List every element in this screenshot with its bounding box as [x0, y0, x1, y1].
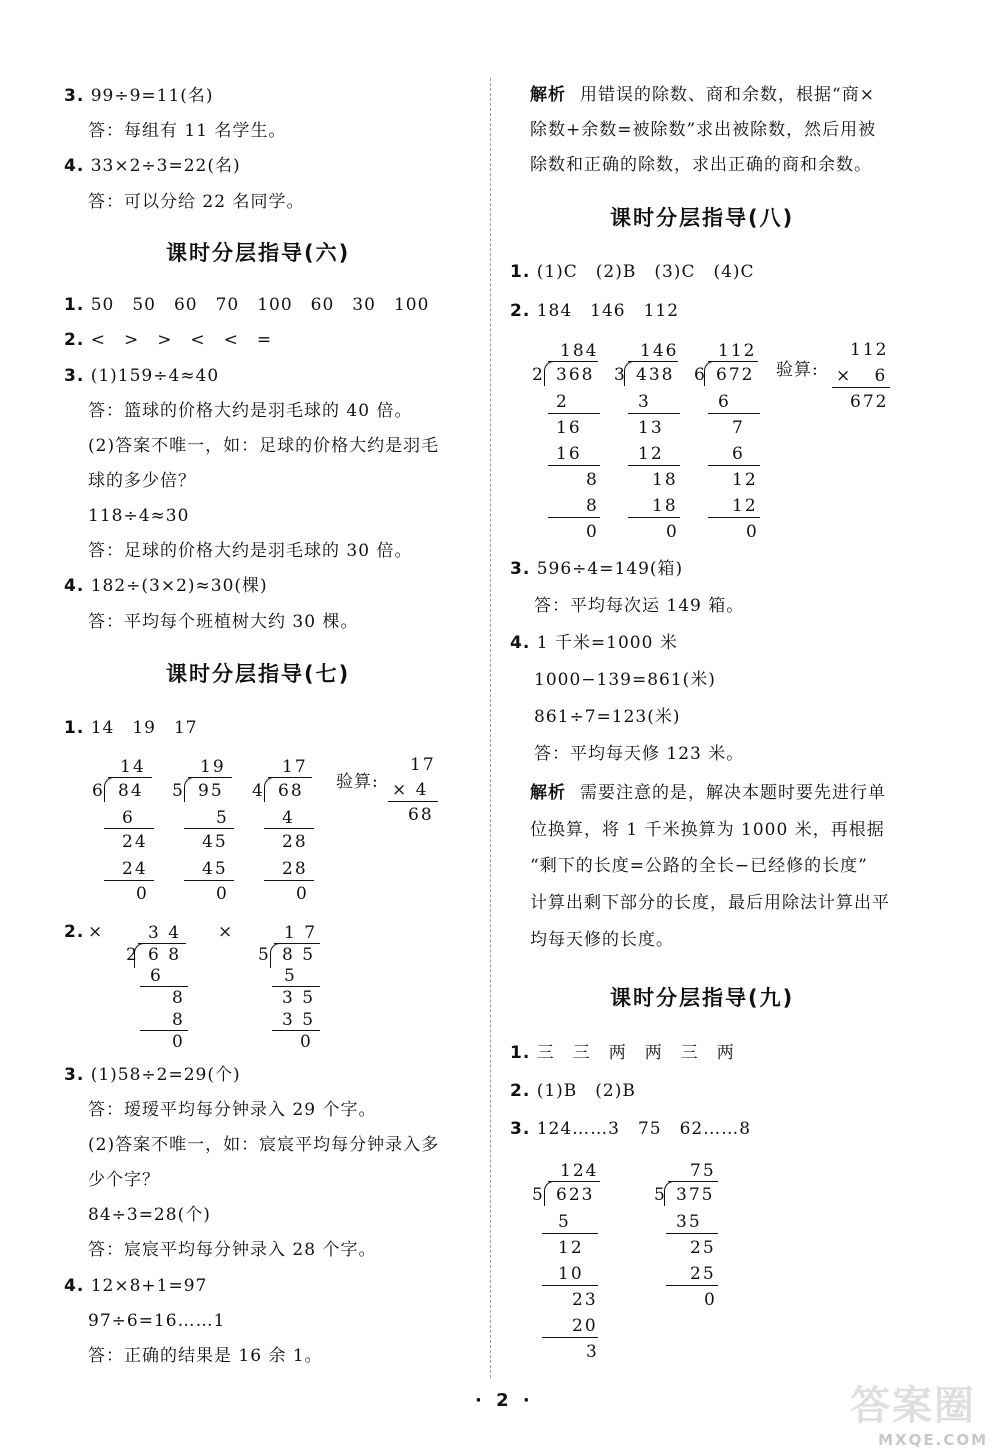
q-expr: 99÷9=11(名) — [90, 86, 214, 106]
dividend: 438 — [636, 365, 675, 385]
analysis-line: 除数和正确的除数，求出正确的商和余数。 — [530, 155, 872, 175]
q-number: 2. — [64, 330, 85, 350]
step-line — [666, 1233, 718, 1234]
quotient: 3 4 — [148, 923, 182, 943]
division-bracket — [544, 361, 555, 386]
result-line — [832, 387, 890, 388]
step: 24 — [122, 832, 148, 852]
step: 5 — [558, 1212, 571, 1232]
q-text: 14 19 17 — [90, 718, 198, 738]
answer-line: 答：正确的结果是 16 余 1。 — [88, 1346, 323, 1366]
step: 5 — [216, 808, 229, 828]
quotient: 112 — [718, 341, 757, 361]
q-text: 184 146 112 — [536, 301, 680, 321]
answer-line: 答：可以分给 22 名同学。 — [88, 192, 305, 212]
step: 18 — [652, 496, 678, 516]
q-text: 50 50 60 70 100 60 30 100 — [90, 295, 430, 315]
q-number: 3. — [510, 1119, 531, 1139]
q-text: (1)159÷4≈40 — [90, 366, 220, 386]
step: 45 — [202, 859, 228, 879]
check-label: 验算: — [776, 360, 819, 380]
remainder: 0 — [172, 1032, 185, 1052]
step: 8 — [172, 1010, 185, 1030]
q-expr: 33×2÷3=22(名) — [90, 156, 241, 176]
page-number: · 2 · — [475, 1390, 534, 1411]
step: 6 — [732, 444, 745, 464]
q-number: 4. — [64, 1276, 85, 1296]
divisor: 5 — [532, 1185, 545, 1205]
dividend: 623 — [556, 1185, 595, 1205]
left-q3 — [64, 88, 214, 105]
step: 16 — [556, 444, 582, 464]
step: 28 — [282, 859, 308, 879]
expr-line: 1000−139=861(米) — [534, 670, 716, 690]
step-line — [264, 880, 314, 881]
step: 12 — [732, 496, 758, 516]
answer-line: 答：每组有 11 名学生。 — [88, 121, 287, 141]
quotient: 14 — [120, 757, 146, 777]
quotient: 75 — [690, 1161, 716, 1181]
step: 12 — [638, 444, 664, 464]
section-title-8: 课时分层指导(八) — [610, 206, 795, 230]
analysis-line: 除数+余数=被除数”求出被除数，然后用被 — [530, 120, 877, 140]
step: 20 — [572, 1316, 598, 1336]
q-number: 3. — [64, 86, 85, 106]
step-line — [264, 828, 314, 829]
step-line — [628, 517, 680, 518]
q-number: 2. — [510, 301, 531, 321]
step-line — [272, 1030, 320, 1031]
step: 8 — [586, 470, 599, 490]
q-text: 三 三 两 两 三 两 — [536, 1043, 735, 1063]
check-label: 验算: — [336, 772, 379, 792]
step: 25 — [690, 1238, 716, 1258]
q-number: 4. — [64, 576, 85, 596]
step: 28 — [282, 832, 308, 852]
step: 16 — [556, 418, 582, 438]
divisor: 6 — [92, 781, 105, 801]
division-bracket — [104, 777, 115, 802]
section-title-7: 课时分层指导(七) — [166, 662, 351, 686]
answer-line: 答：足球的价格大约是羽毛球的 30 倍。 — [88, 541, 413, 561]
step: 7 — [732, 418, 745, 438]
dividend: 68 — [278, 781, 304, 801]
quotient: 17 — [282, 757, 308, 777]
section-title-9: 课时分层指导(九) — [610, 986, 795, 1010]
division-bar — [548, 1181, 600, 1182]
division-bracket — [270, 943, 281, 968]
step: 6 — [718, 392, 731, 412]
remainder: 0 — [216, 884, 229, 904]
s8-q1 — [510, 264, 755, 281]
q-number: 1. — [64, 295, 85, 315]
division-bracket — [264, 777, 275, 802]
quotient: 19 — [200, 757, 226, 777]
q-number: 3. — [64, 1065, 85, 1085]
product: 68 — [408, 805, 434, 825]
expr-line: 84÷3=28(个) — [88, 1205, 211, 1225]
division-bar — [548, 361, 598, 362]
s6-q3 — [64, 368, 219, 385]
s8-q3 — [510, 561, 683, 578]
dividend: 672 — [716, 365, 755, 385]
analysis-label: 解析 — [530, 783, 566, 803]
step: 35 — [676, 1212, 702, 1232]
step: 2 — [556, 392, 569, 412]
remainder: 0 — [586, 522, 599, 542]
s6-q2 — [64, 332, 272, 349]
divisor: 3 — [614, 365, 627, 385]
step: 18 — [652, 470, 678, 490]
s7-q4 — [64, 1278, 207, 1295]
step-line — [628, 413, 680, 414]
step: 12 — [558, 1238, 584, 1258]
s7-q3 — [64, 1067, 241, 1084]
dividend: 375 — [676, 1185, 715, 1205]
multiplicand: 112 — [850, 340, 889, 360]
s8-q4 — [510, 635, 678, 652]
multiplicand: 17 — [410, 755, 436, 775]
q-text: 1 千米=1000 米 — [536, 633, 678, 653]
remainder: 0 — [136, 884, 149, 904]
q-number: 1. — [510, 1043, 531, 1063]
q-text: 182÷(3×2)≈30(棵) — [90, 576, 268, 596]
remainder: 0 — [704, 1290, 717, 1310]
watermark: MXQE.COM — [878, 1431, 988, 1449]
q-text: 12×8+1=97 — [90, 1276, 208, 1296]
step: 24 — [122, 859, 148, 879]
q-number: 3. — [64, 366, 85, 386]
step-line — [140, 986, 188, 987]
section-title-6: 课时分层指导(六) — [166, 241, 351, 265]
step: 8 — [586, 496, 599, 516]
analysis-text: 需要注意的是，解决本题时要先进行单 — [580, 783, 886, 803]
step-line — [140, 1030, 188, 1031]
step: 4 — [282, 808, 295, 828]
divisor: 2 — [126, 945, 139, 965]
step-line — [628, 465, 680, 466]
step-line — [272, 986, 320, 987]
analysis-line: 位换算，将 1 千米换算为 1000 米，再根据 — [530, 820, 885, 840]
remainder: 0 — [296, 884, 309, 904]
column-divider — [490, 78, 491, 1378]
step-line — [184, 880, 234, 881]
q-text: 124……3 75 62……8 — [536, 1119, 752, 1139]
step-line — [548, 465, 600, 466]
division-bracket — [184, 777, 195, 802]
step-line — [708, 517, 760, 518]
q-text: (1)C (2)B (3)C (4)C — [536, 262, 755, 282]
wrong-mark: × — [218, 922, 234, 942]
answer-line: 答：平均每天修 123 米。 — [534, 744, 745, 764]
analysis-line: “剩下的长度=公路的全长−已经修的长度” — [530, 856, 868, 876]
q-number: 4. — [64, 156, 85, 176]
quotient: 184 — [560, 341, 599, 361]
step: 12 — [732, 470, 758, 490]
divisor: 5 — [654, 1185, 667, 1205]
quotient: 1 7 — [284, 923, 318, 943]
step: 6 — [150, 966, 163, 986]
s9-q3 — [510, 1121, 751, 1138]
step-line — [542, 1233, 598, 1234]
s7-q1 — [64, 720, 198, 737]
remainder: 0 — [746, 522, 759, 542]
division-bar — [628, 361, 678, 362]
answer-line: 答：篮球的价格大约是羽毛球的 40 倍。 — [88, 401, 413, 421]
q-text: 596÷4=149(箱) — [536, 559, 684, 579]
remainder: 0 — [666, 522, 679, 542]
analysis-line: 计算出剩下部分的长度，最后用除法计算出平 — [530, 893, 890, 913]
q-number: 1. — [64, 718, 85, 738]
step: 3 5 — [282, 1010, 316, 1030]
dividend: 368 — [556, 365, 595, 385]
analysis-1-line-1 — [530, 87, 875, 104]
remainder: 0 — [300, 1032, 313, 1052]
s9-q2 — [510, 1083, 636, 1100]
division-bar — [708, 361, 758, 362]
step-line — [548, 413, 600, 414]
q-text: (1)B (2)B — [536, 1081, 636, 1101]
step: 3 — [638, 392, 651, 412]
step: 3 5 — [282, 988, 316, 1008]
step: 10 — [558, 1264, 584, 1284]
expr-line: 97÷6=16……1 — [88, 1311, 226, 1331]
divisor: 6 — [694, 365, 707, 385]
division-bar — [138, 943, 186, 944]
s8-q2 — [510, 303, 679, 320]
step-line — [548, 517, 600, 518]
dividend: 84 — [118, 781, 144, 801]
analysis-line: 均每天修的长度。 — [530, 930, 674, 950]
answer-line: 答：宸宸平均每分钟录入 28 个字。 — [88, 1240, 377, 1260]
multiplier: × 6 — [836, 366, 888, 386]
wrong-mark: × — [88, 922, 104, 942]
step: 8 — [172, 988, 185, 1008]
text-line: 球的多少倍？ — [88, 471, 196, 491]
step-line — [104, 828, 154, 829]
text-line: (2)答案不唯一，如：宸宸平均每分钟录入多 — [88, 1135, 440, 1155]
text-line: (2)答案不唯一，如：足球的价格大约是羽毛 — [88, 436, 440, 456]
step-line — [542, 1285, 598, 1286]
dividend: 8 5 — [282, 945, 316, 965]
q-number: 4. — [510, 633, 531, 653]
q-number: 1. — [510, 262, 531, 282]
q-number: 2. — [64, 922, 85, 942]
answer-line: 答：平均每个班植树大约 30 棵。 — [88, 612, 359, 632]
quotient: 146 — [640, 341, 679, 361]
s9-q1 — [510, 1045, 735, 1062]
dividend: 95 — [198, 781, 224, 801]
answer-line: 答：瑷瑷平均每分钟录入 29 个字。 — [88, 1100, 377, 1120]
answer-line: 答：平均每次运 149 箱。 — [534, 596, 745, 616]
step: 6 — [122, 808, 135, 828]
step-line — [184, 828, 234, 829]
quotient: 124 — [560, 1161, 599, 1181]
s6-q1 — [64, 297, 429, 314]
analysis-2-line-1 — [530, 785, 886, 802]
remainder: 3 — [586, 1342, 599, 1362]
left-q4 — [64, 158, 241, 175]
s6-q4 — [64, 578, 268, 595]
step-line — [542, 1337, 598, 1338]
q-number: 3. — [510, 559, 531, 579]
step-line — [708, 413, 760, 414]
expr-line: 861÷7=123(米) — [534, 707, 681, 727]
divisor: 5 — [258, 945, 271, 965]
result-line — [388, 801, 438, 802]
step-line — [708, 465, 760, 466]
divisor: 4 — [252, 781, 265, 801]
q-text: (1)58÷2=29(个) — [90, 1065, 241, 1085]
text-line: 少个字？ — [88, 1170, 160, 1190]
step: 13 — [638, 418, 664, 438]
divisor: 2 — [532, 365, 545, 385]
analysis-label: 解析 — [530, 85, 566, 105]
divisor: 5 — [172, 781, 185, 801]
step: 5 — [284, 966, 297, 986]
q-number: 2. — [510, 1081, 531, 1101]
division-bar — [668, 1181, 718, 1182]
analysis-text: 用错误的除数、商和余数，根据“商× — [580, 85, 875, 105]
watermark-logo: 答案圈 — [850, 1383, 976, 1429]
step: 23 — [572, 1290, 598, 1310]
step: 45 — [202, 832, 228, 852]
product: 672 — [850, 392, 889, 412]
q-text: < > > < < = — [90, 330, 273, 350]
step: 25 — [690, 1264, 716, 1284]
multiplier: × 4 — [392, 780, 429, 800]
step-line — [666, 1285, 718, 1286]
step-line — [104, 880, 154, 881]
division-bracket — [544, 1181, 555, 1206]
dividend: 6 8 — [148, 945, 182, 965]
expr-line: 118÷4≈30 — [88, 506, 190, 526]
